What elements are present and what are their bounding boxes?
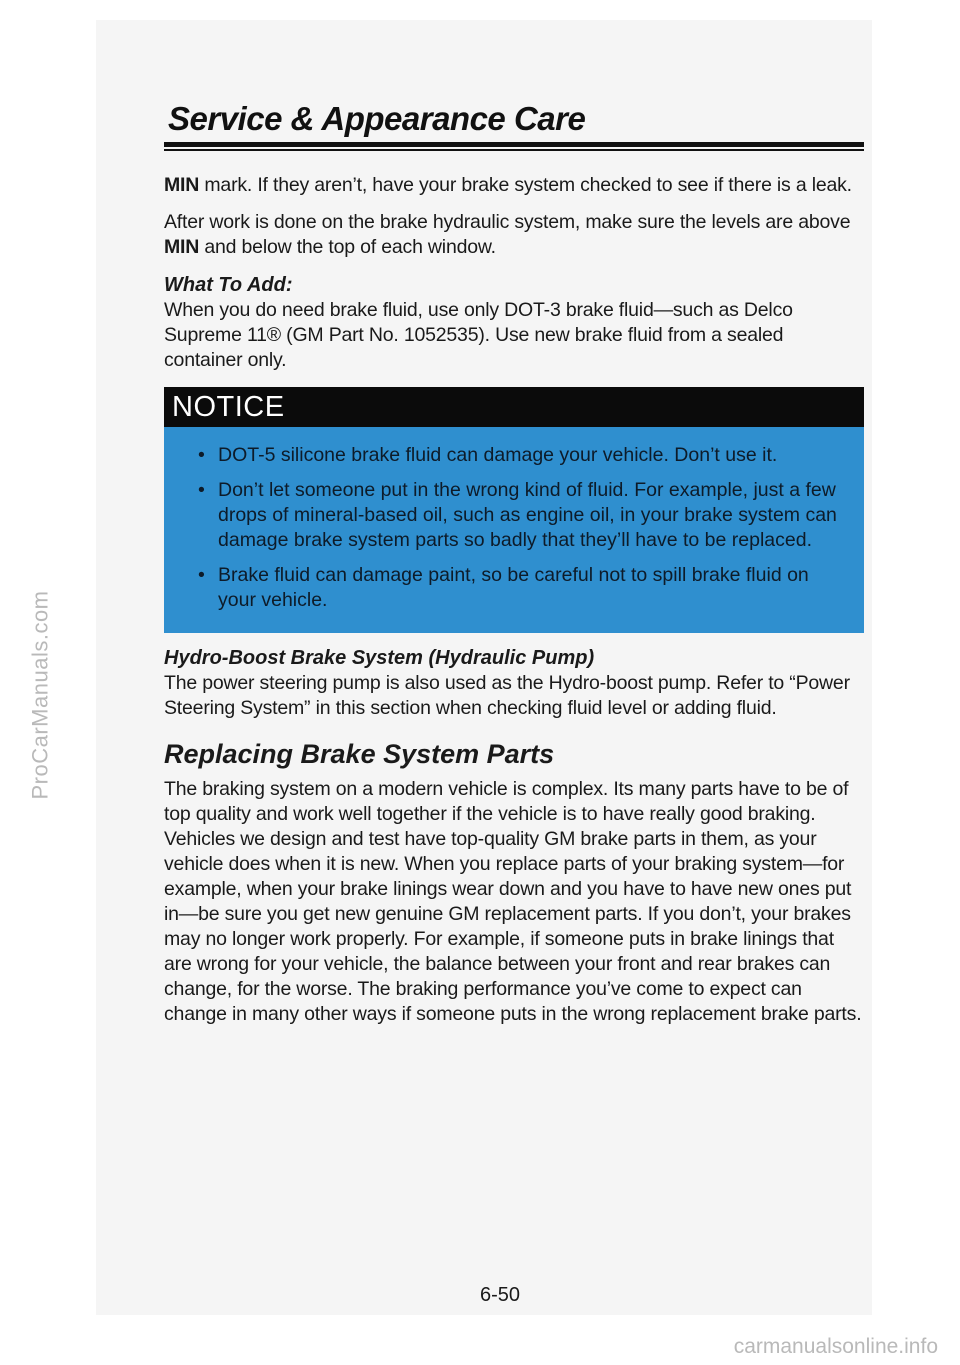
paragraph-hydro-boost: The power steering pump is also used as the Hydro-boost pump. Refer to “Power Steering System” in this section when checking fluid level or adding fluid. [164, 672, 850, 719]
what-to-add-heading: What To Add: [164, 274, 293, 296]
footer-watermark: carmanualsonline.info [733, 1335, 938, 1358]
paragraph-min-mark [164, 173, 864, 198]
paragraph-what-to-add: When you do need brake fluid, use only DOT-3 brake fluid—such as Delco Supreme 11® (GM Part No. 1052535). Use new brake fluid from a sealed container only. [164, 299, 793, 371]
paragraph-min-mark-text: mark. If they aren’t, have your brake system checked to see if there is a leak. [199, 174, 852, 196]
notice-item [196, 478, 850, 553]
min-bold: MIN [164, 174, 200, 196]
section-header-title: Service & Appearance Care [168, 100, 586, 137]
notice-heading: NOTICE [164, 387, 864, 427]
side-watermark-text: ProCarManuals.com [27, 590, 53, 800]
header-rule [164, 142, 864, 147]
side-watermark [20, 530, 60, 860]
bullet-icon: • [198, 564, 205, 586]
notice-item [196, 563, 850, 613]
notice-box [164, 387, 864, 633]
paragraph-replacing-parts: The braking system on a modern vehicle is complex. Its many parts have to be of top quality and work well together if the vehicle is to have really good braking. Vehicles we design and test have top-quality GM brake parts in them, as your vehicle does when it is new. When you replace parts of your braking system—for example, when your brake linings wear down and you have to have new ones put in—be sure you get new genuine GM replacement parts. If you don’t, your brakes may no longer work properly. For example, if someone puts in brake linings that are wrong for your vehicle, the balance between your front and rear brakes can change, for the worse. The braking performance you’ve come to expect can change in many other ways if someone puts in the wrong replacement brake parts. [164, 778, 862, 1025]
notice-list [164, 427, 864, 633]
notice-item [196, 443, 850, 468]
notice-item-text: DOT-5 silicone brake fluid can damage your vehicle. Don’t use it. [218, 444, 778, 466]
paragraph-after-work-a: After work is done on the brake hydraulic system, make sure the levels are above [164, 211, 851, 233]
paragraph-after-work [164, 210, 864, 260]
hydro-boost-heading: Hydro-Boost Brake System (Hydraulic Pump) [164, 647, 595, 669]
notice-item-text: Don’t let someone put in the wrong kind of fluid. For example, just a few drops of mineral-based oil, such as engine oil, in your brake system can damage brake system parts so badly that they’ll have to be replaced. [218, 479, 837, 551]
min-bold-2: MIN [164, 236, 200, 258]
paragraph-after-work-b: and below the top of each window. [199, 236, 496, 258]
replacing-parts-heading: Replacing Brake System Parts [164, 739, 555, 769]
header-rule-thin [164, 149, 864, 151]
bullet-icon: • [198, 479, 205, 501]
page-number: 6-50 [479, 1284, 521, 1306]
page-content [164, 173, 864, 1027]
notice-item-text: Brake fluid can damage paint, so be careful not to spill brake fluid on your vehicle. [218, 564, 809, 611]
bullet-icon: • [198, 444, 205, 466]
